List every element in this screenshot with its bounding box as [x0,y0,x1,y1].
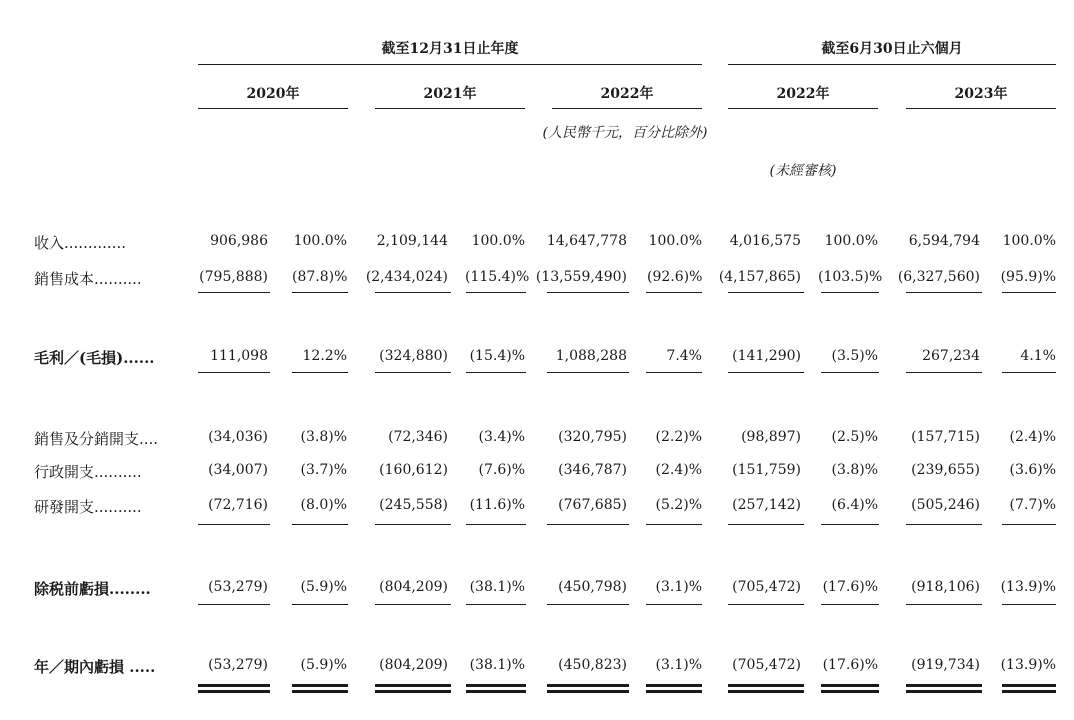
year-header-2020: 2020年 [246,86,300,102]
amount-cell: (795,888) [199,269,268,285]
amount-cell: (320,795) [558,429,627,445]
percent-cell: (87.8)% [292,269,348,285]
amount-cell: (705,472) [732,579,801,595]
period-half-header: 截至6月30日止六個月 [821,41,963,57]
subtotal-rule [198,604,270,605]
subtotal-rule [292,292,348,293]
subtotal-rule [906,604,982,605]
amount-cell: (53,279) [208,579,268,595]
percent-cell: (95.9)% [1000,269,1056,285]
subtotal-rule [821,292,879,293]
subtotal-rule [292,372,348,373]
row-label: 銷售及分銷開支.... [34,430,159,448]
percent-cell: (3.1)% [655,579,702,595]
amount-cell: (450,798) [558,579,627,595]
amount-cell: (13,559,490) [535,269,627,285]
percent-cell: 12.2% [302,348,347,364]
subtotal-rule [198,292,270,293]
percent-cell: (6.4)% [831,497,878,513]
percent-cell: 7.4% [666,348,702,364]
subtotal-rule [198,372,270,373]
percent-cell: (11.6)% [469,497,525,513]
percent-cell: (5.2)% [655,497,702,513]
amount-cell: (151,759) [732,462,801,478]
percent-cell: (5.9)% [300,657,347,673]
subtotal-rule [198,524,270,525]
period-half-rule [728,64,1056,65]
row-label: 收入............. [34,234,126,252]
total-double-rule [375,684,451,693]
total-double-rule [728,684,804,693]
percent-cell: (5.9)% [300,579,347,595]
year-header-2022: 2022年 [600,86,654,102]
subtotal-rule [466,524,526,525]
amount-cell: 1,088,288 [555,348,627,364]
amount-cell: (767,685) [558,497,627,513]
percent-cell: (3.7)% [300,462,347,478]
percent-cell: (3.1)% [655,657,702,673]
amount-cell: (141,290) [732,348,801,364]
subtotal-rule [466,372,526,373]
subtotal-rule [906,524,982,525]
subtotal-rule [821,604,879,605]
subtotal-rule [646,524,702,525]
percent-cell: (13.9)% [1000,579,1056,595]
year-header-2021: 2021年 [423,86,477,102]
subtotal-rule [547,604,629,605]
subtotal-rule [466,292,526,293]
subtotal-rule [547,292,629,293]
amount-cell: (157,715) [911,429,980,445]
percent-cell: 100.0% [824,233,878,249]
amount-cell: (450,823) [558,657,627,673]
amount-cell: (72,346) [388,429,448,445]
row-label: 除税前虧損........ [34,580,151,598]
amount-cell: (239,655) [911,462,980,478]
amount-cell: (34,036) [208,429,268,445]
amount-cell: 906,986 [210,233,268,249]
percent-cell: (17.6)% [822,657,878,673]
total-double-rule [466,684,526,693]
amount-cell: (160,612) [379,462,448,478]
amount-cell: (257,142) [732,497,801,513]
subtotal-rule [728,524,804,525]
subtotal-rule [375,524,451,525]
percent-cell: (3.8)% [300,429,347,445]
percent-cell: (92.6)% [647,269,703,285]
amount-cell: 14,647,778 [546,233,627,249]
subtotal-rule [906,372,982,373]
subtotal-rule [906,292,982,293]
percent-cell: (2.4)% [1009,429,1056,445]
period-annual-rule [198,64,702,65]
subtotal-rule [646,372,702,373]
total-double-rule [646,684,702,693]
percent-cell: (38.1)% [469,657,525,673]
subtotal-rule [547,524,629,525]
subtotal-rule [375,604,451,605]
row-label: 年／期內虧損 ..... [34,658,156,676]
percent-cell: (115.4)% [465,269,530,285]
percent-cell: (7.7)% [1009,497,1056,513]
amount-cell: (705,472) [732,657,801,673]
amount-cell: (53,279) [208,657,268,673]
percent-cell: (103.5)% [818,269,883,285]
subtotal-rule [1002,292,1056,293]
amount-cell: 6,594,794 [908,233,980,249]
amount-cell: (72,716) [208,497,268,513]
subtotal-rule [646,292,702,293]
amount-cell: (6,327,560) [897,269,980,285]
percent-cell: (15.4)% [469,348,525,364]
subtotal-rule [728,604,804,605]
subtotal-rule [728,292,804,293]
percent-cell: (7.6)% [478,462,525,478]
unit-note: (人民幣千元，百分比除外) [542,125,708,141]
subtotal-rule [821,524,879,525]
amount-cell: (804,209) [379,657,448,673]
percent-cell: 100.0% [1002,233,1056,249]
subtotal-rule [375,292,451,293]
subtotal-rule [1002,524,1056,525]
row-label: 銷售成本.......... [34,270,142,288]
subtotal-rule [547,372,629,373]
amount-cell: (4,157,865) [718,269,801,285]
subtotal-rule [292,604,348,605]
total-double-rule [292,684,348,693]
amount-cell: 4,016,575 [729,233,801,249]
subtotal-rule [728,372,804,373]
percent-cell: (38.1)% [469,579,525,595]
percent-cell: (3.6)% [1009,462,1056,478]
year-rule [728,108,878,109]
year-rule [552,108,702,109]
percent-cell: (3.5)% [831,348,878,364]
subtotal-rule [1002,604,1056,605]
total-double-rule [1002,684,1056,693]
percent-cell: (3.4)% [478,429,525,445]
row-label: 毛利／(毛損)...... [34,349,155,367]
percent-cell: (2.4)% [655,462,702,478]
row-label: 研發開支.......... [34,498,142,516]
percent-cell: 100.0% [293,233,347,249]
percent-cell: (17.6)% [822,579,878,595]
subtotal-rule [466,604,526,605]
percent-cell: (13.9)% [1000,657,1056,673]
amount-cell: (804,209) [379,579,448,595]
amount-cell: 267,234 [922,348,980,364]
total-double-rule [821,684,879,693]
amount-cell: (34,007) [208,462,268,478]
amount-cell: (505,246) [911,497,980,513]
amount-cell: (245,558) [379,497,448,513]
unaudited-note: (未經審核) [769,163,837,179]
percent-cell: 100.0% [471,233,525,249]
percent-cell: 100.0% [648,233,702,249]
period-annual-header: 截至12月31日止年度 [381,41,519,57]
amount-cell: (346,787) [558,462,627,478]
amount-cell: (98,897) [741,429,801,445]
total-double-rule [547,684,629,693]
subtotal-rule [375,372,451,373]
total-double-rule [198,684,270,693]
year-rule [375,108,525,109]
year-rule [906,108,1056,109]
percent-cell: (8.0)% [300,497,347,513]
row-label: 行政開支.......... [34,463,142,481]
subtotal-rule [292,524,348,525]
year-header-2023-h1: 2023年 [954,86,1008,102]
percent-cell: (2.2)% [655,429,702,445]
amount-cell: 2,109,144 [376,233,448,249]
amount-cell: (2,434,024) [365,269,448,285]
total-double-rule [906,684,982,693]
percent-cell: 4.1% [1020,348,1056,364]
subtotal-rule [821,372,879,373]
amount-cell: (919,734) [911,657,980,673]
amount-cell: 111,098 [210,348,268,364]
amount-cell: (324,880) [379,348,448,364]
subtotal-rule [1002,372,1056,373]
amount-cell: (918,106) [911,579,980,595]
subtotal-rule [646,604,702,605]
year-rule [198,108,348,109]
percent-cell: (3.8)% [831,462,878,478]
year-header-2022-h1: 2022年 [776,86,830,102]
percent-cell: (2.5)% [831,429,878,445]
